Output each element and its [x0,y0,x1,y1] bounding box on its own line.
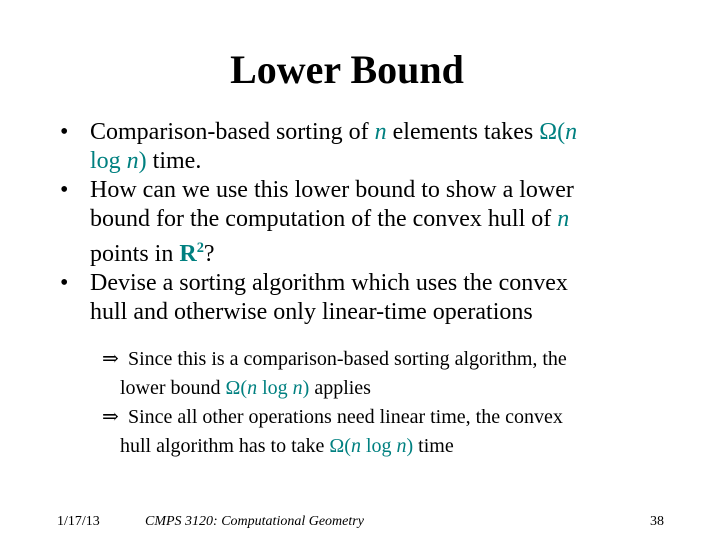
math-text: log [90,148,127,174]
sub-bullet-list [0,345,680,461]
bullet-icon: • [60,177,69,203]
math-text: n [557,206,570,232]
math-text: n [126,148,139,174]
math-text: Ω( [329,435,351,457]
footer-page-number: 38 [650,514,664,529]
math-text: ) [406,435,414,457]
bullet-item [56,269,676,327]
implies-arrow-icon: ⇒ [102,406,119,428]
text-run: Comparison-based sorting of [90,119,375,145]
text-run: hull algorithm has to take [120,435,330,457]
sub-bullet-item [0,403,680,461]
math-text: ) [138,148,147,174]
text-run: lower bound [120,377,226,399]
text-run: time [413,435,454,457]
math-text: log [360,435,397,457]
bullet-icon: • [60,119,69,145]
math-text: 2 [196,240,204,256]
math-text: n [247,377,258,399]
math-text: n [565,119,578,145]
math-text: R [179,241,197,267]
bullet-icon: • [60,270,69,296]
text-run: ? [203,241,215,267]
bullet-item [56,118,676,176]
math-text: n [292,377,303,399]
text-run: Devise a sorting algorithm which uses the convex [90,270,568,296]
math-text: ) [302,377,310,399]
sub-bullet-item [0,345,680,403]
text-run: Since this is a comparison-based sorting algorithm, the [128,348,567,370]
text-run: Since all other operations need linear time, the convex [128,406,563,428]
sub-bullet-text [120,406,563,457]
text-run: hull and otherwise only linear-time operations [90,299,533,325]
sub-bullet-text [120,348,567,399]
text-run: bound for the computation of the convex hull of [90,206,558,232]
text-run: elements takes [386,119,540,145]
math-text: Ω( [539,119,566,145]
text-run: How can we use this lower bound to show a lower [90,177,574,203]
math-text: n [396,435,407,457]
math-text: n [350,435,361,457]
text-run: time. [146,148,202,174]
bullet-list [56,118,676,327]
footer-date: 1/17/13 [57,514,100,529]
footer-course-title: CMPS 3120: Computational Geometry [145,514,364,529]
text-run: applies [309,377,371,399]
math-text: log [257,377,293,399]
math-text: Ω( [225,377,248,399]
slide-title: Lower Bound [230,47,464,92]
implies-arrow-icon: ⇒ [102,348,119,370]
text-run: points in [90,241,180,267]
math-text: n [374,119,387,145]
bullet-item [56,176,676,269]
